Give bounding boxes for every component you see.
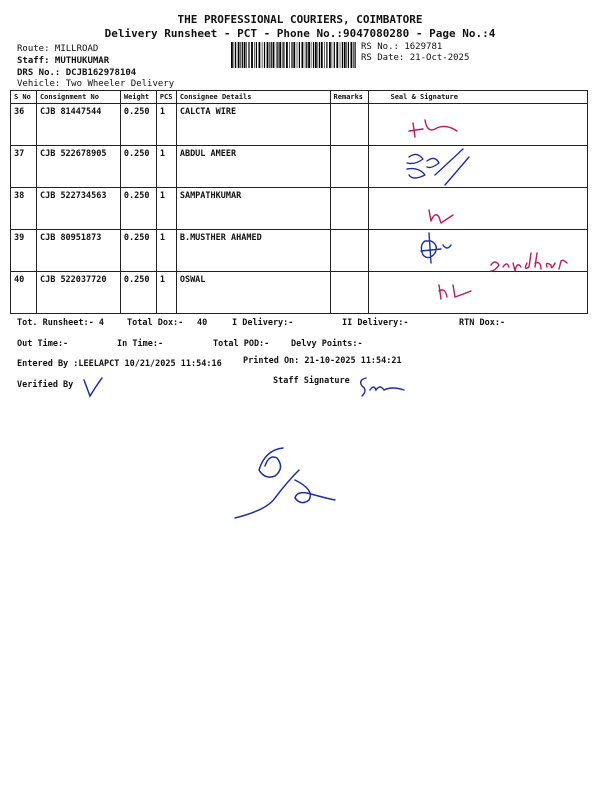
out-time: Out Time:-: [17, 339, 69, 349]
rs-number: RS No.: 1629781: [361, 42, 443, 52]
row-weight: 0.250: [120, 230, 156, 272]
row-sno: 39: [11, 230, 37, 272]
row-consignment: CJB 522734563: [36, 188, 120, 230]
company-title: THE PROFESSIONAL COURIERS, COIMBATORE: [177, 13, 423, 26]
row-weight: 0.250: [120, 188, 156, 230]
row-remarks: [330, 188, 368, 230]
col-weight: Weight: [120, 91, 156, 104]
row-consignee: SAMPATHKUMAR: [176, 188, 330, 230]
col-pcs: PCS: [156, 91, 176, 104]
staff-label: Staff: MUTHUKUMAR: [17, 56, 110, 66]
signature-row-40: [439, 285, 471, 299]
verified-by-signature: [78, 372, 108, 402]
staff-signature: [352, 372, 412, 402]
row-consignment: CJB 522678905: [36, 146, 120, 188]
col-consignment: Consignment No: [36, 91, 120, 104]
row-weight: 0.250: [120, 104, 156, 146]
row-remarks: [330, 272, 368, 314]
verified-by-label: Verified By: [17, 380, 74, 390]
row-sno: 36: [11, 104, 37, 146]
signature-row-37: [407, 149, 469, 185]
row-sno: 40: [11, 272, 37, 314]
printed-on: Printed On: 21-10-2025 11:54:21: [243, 356, 402, 366]
tot-runsheet: Tot. Runsheet:- 4: [17, 318, 104, 328]
row-remarks: [330, 230, 368, 272]
signature-row-39: [421, 233, 451, 263]
row-consignment: CJB 80951873: [36, 230, 120, 272]
col-consignee: Consignee Details: [176, 91, 330, 104]
signature-row-38: [429, 210, 453, 223]
col-sno: S No: [11, 91, 37, 104]
i-delivery: I Delivery:-: [232, 318, 294, 328]
signature-row-36: [409, 120, 457, 137]
total-pod: Total POD:-: [213, 339, 270, 349]
rtn-dox: RTN Dox:-: [459, 318, 506, 328]
row-consignee: ABDUL AMEER: [176, 146, 330, 188]
in-time: In Time:-: [117, 339, 164, 349]
drs-number: DRS No.: DCJB162978104: [17, 68, 137, 78]
signature-row-40-name: [491, 253, 567, 271]
row-consignee: CALCTA WIRE: [176, 104, 330, 146]
large-signature: [225, 440, 355, 530]
row-remarks: [330, 104, 368, 146]
staff-signature-label: Staff Signature: [273, 376, 350, 386]
entered-by: Entered By :LEELAPCT 10/21/2025 11:54:16: [17, 359, 222, 369]
ii-delivery: II Delivery:-: [342, 318, 409, 328]
vehicle-label: Vehicle: Two Wheeler Delivery: [17, 79, 175, 89]
col-seal-signature: Seal & Signature: [368, 91, 588, 104]
total-dox-label: Total Dox:-: [127, 318, 184, 328]
runsheet-subtitle: Delivery Runsheet - PCT - Phone No.:9047080280 - Page No.:4: [104, 27, 496, 40]
route-label: Route: MILLROAD: [17, 44, 99, 54]
total-dox-value: 40: [197, 318, 208, 328]
row-consignment: CJB 522037720: [36, 272, 120, 314]
rs-date: RS Date: 21-Oct-2025: [361, 53, 470, 63]
col-remarks: Remarks: [330, 91, 368, 104]
delivery-signatures: [395, 105, 585, 315]
row-weight: 0.250: [120, 272, 156, 314]
row-remarks: [330, 146, 368, 188]
row-consignment: CJB 81447544: [36, 104, 120, 146]
row-pcs: 1: [156, 272, 176, 314]
row-consignee: OSWAL: [176, 272, 330, 314]
row-consignee: B.MUSTHER AHAMED: [176, 230, 330, 272]
barcode: [231, 42, 356, 68]
row-sno: 38: [11, 188, 37, 230]
row-weight: 0.250: [120, 146, 156, 188]
row-pcs: 1: [156, 188, 176, 230]
row-sno: 37: [11, 146, 37, 188]
row-pcs: 1: [156, 230, 176, 272]
table-header-row: [11, 91, 588, 104]
delvy-points: Delvy Points:-: [291, 339, 363, 349]
row-pcs: 1: [156, 104, 176, 146]
row-pcs: 1: [156, 146, 176, 188]
